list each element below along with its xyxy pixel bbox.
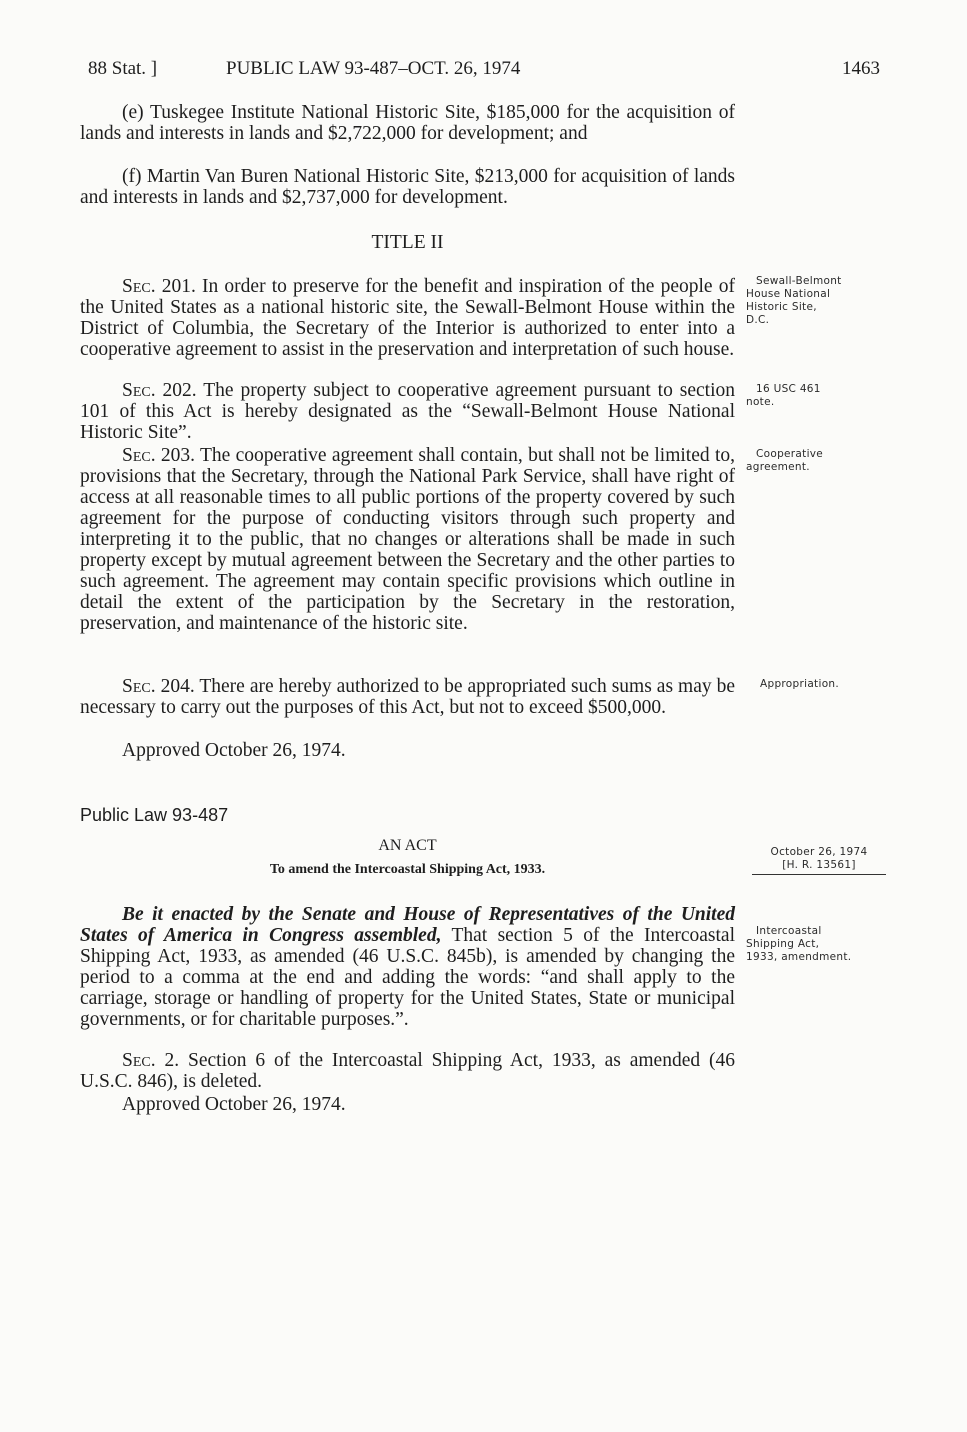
section-text: The property subject to cooperative agreement pursuant to section 101 of this Act is hereby designated as the “Sewall-Belmont House National Historic Site”.	[80, 380, 735, 443]
running-header-title: PUBLIC LAW 93-487–OCT. 26, 1974	[226, 58, 521, 79]
section-label: Sec. 203.	[122, 445, 196, 466]
section-text: In order to preserve for the benefit and inspiration of the people of the United States as a national historic site, the Sewall-Belmont House within the District of Columbia, the Secretary of the Interior is authorized to enter into a cooperative agreement to assist in the preservation and interpretation of such house.	[80, 276, 735, 360]
margin-note-appropriation	[760, 678, 900, 691]
note-line: note.	[746, 396, 775, 408]
note-line: [H. R. 13561]	[782, 859, 856, 871]
approved-date-1: Approved October 26, 1974.	[122, 740, 346, 761]
note-line: Appropriation.	[760, 678, 840, 690]
public-law-number: Public Law 93-487	[80, 805, 229, 825]
section-text: Section 6 of the Intercoastal Shipping Act, 1933, as amended (46 U.S.C. 846), is deleted.	[80, 1050, 735, 1092]
section-203	[80, 445, 735, 634]
margin-note-usc	[746, 383, 886, 409]
enacting-clause	[80, 904, 735, 1030]
approved-date-2: Approved October 26, 1974.	[122, 1094, 346, 1115]
note-line: 1933, amendment.	[746, 951, 852, 963]
note-line: Sewall-Belmont	[756, 275, 842, 287]
note-line: October 26, 1974	[770, 846, 868, 858]
note-line: 16 USC 461	[756, 383, 821, 395]
section-202	[80, 380, 735, 443]
enacting-text: That section 5 of the Intercoastal Shipping Act, 1933, as amended (46 U.S.C. 845b), is amended by changing the period to a comma at the end and adding the words: “and shall apply to the carriage, storage or handling of property for the United States, State or municipal governments, or for charitable purposes.”.	[80, 925, 735, 1030]
note-line: D.C.	[746, 314, 770, 326]
an-act-heading: AN ACT	[378, 837, 437, 854]
act-title: To amend the Intercoastal Shipping Act, 1933.	[269, 862, 546, 877]
enacting-formula: Be it enacted by the Senate and House of Representatives of the United States of America in Congress assembled,	[80, 904, 735, 946]
section-label: Sec. 202.	[122, 380, 197, 401]
note-line: Cooperative	[756, 448, 824, 460]
section-201	[80, 276, 735, 360]
section-label: Sec. 204.	[122, 676, 195, 697]
note-line: House National	[746, 288, 831, 300]
section-label: Sec. 201.	[122, 276, 196, 297]
note-line: Intercoastal	[756, 925, 822, 937]
note-line: Historic Site,	[746, 301, 817, 313]
paragraph-f: (f) Martin Van Buren National Historic Site, $213,000 for acquisition of lands and interests in lands and $2,737,000 for development.	[80, 166, 735, 208]
section-text: There are hereby authorized to be appropriated such sums as may be necessary to carry out the purposes of this Act, but not to exceed $500,000.	[80, 676, 735, 718]
title-heading: TITLE II	[371, 232, 444, 253]
note-line: agreement.	[746, 461, 810, 473]
margin-note-sewall-belmont	[746, 275, 886, 327]
note-line: Shipping Act,	[746, 938, 820, 950]
section-text: The cooperative agreement shall contain, but shall not be limited to, provisions that the Secretary, through the National Park Service, shall have right of access at all reasonable times to all public portions of the property covered by such agreement for the purpose of conducting visitors through such property and interpreting it to the public, that no changes or alterations shall be made in such property except by mutual agreement between the Secretary and the other parties to such agreement. The agreement may contain specific provisions which outline in detail the extent of the participation by the Secretary in the restoration, preservation, and maintenance of the historic site.	[80, 445, 735, 634]
margin-note-shipping-act	[746, 925, 886, 964]
paragraph-e: (e) Tuskegee Institute National Historic Site, $185,000 for the acquisition of lands and interests in lands and $2,722,000 for development; and	[80, 102, 735, 144]
page-number: 1463	[842, 58, 880, 79]
margin-note-cooperative	[746, 448, 886, 474]
section-204	[80, 676, 735, 718]
section-2	[80, 1050, 735, 1092]
section-label: Sec. 2.	[122, 1050, 180, 1071]
running-header-volume: 88 Stat. ]	[88, 58, 158, 79]
margin-note-date	[752, 846, 886, 875]
